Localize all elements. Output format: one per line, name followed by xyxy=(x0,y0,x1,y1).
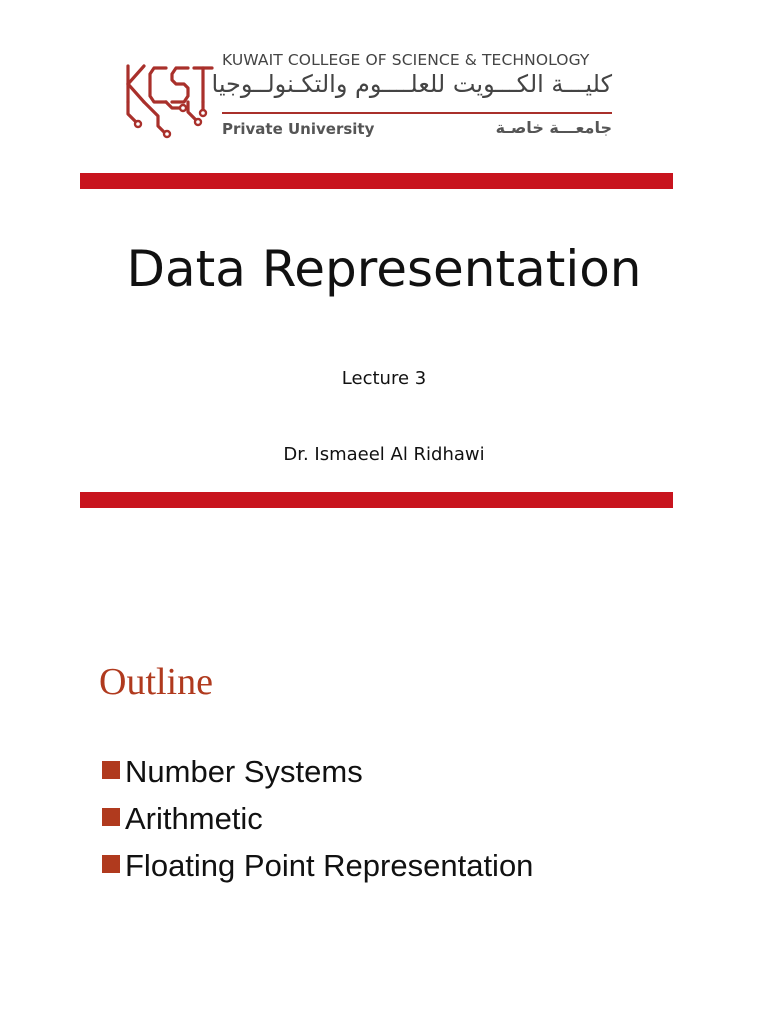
logo-divider xyxy=(222,112,612,114)
square-bullet-icon xyxy=(102,761,120,779)
college-logo xyxy=(118,48,618,148)
slide-title: Data Representation xyxy=(126,240,642,298)
private-university-arabic: جامعـــة خاصـة xyxy=(495,118,612,137)
author-name: Dr. Ismaeel Al Ridhawi xyxy=(283,444,485,465)
list-item xyxy=(102,795,533,842)
bottom-red-bar xyxy=(80,492,673,508)
list-item xyxy=(102,748,533,795)
college-name-english: KUWAIT COLLEGE OF SCIENCE & TECHNOLOGY xyxy=(222,51,590,69)
square-bullet-icon xyxy=(102,855,120,873)
outline-item-label: Arithmetic xyxy=(125,800,263,836)
private-university-english: Private University xyxy=(222,120,375,138)
college-name-arabic: كليـــة الكـــويت للعلــــوم والتكـنولــوجيا xyxy=(211,70,612,98)
outline-item-label: Number Systems xyxy=(125,753,363,789)
square-bullet-icon xyxy=(102,808,120,826)
outline-item-label: Floating Point Representation xyxy=(125,847,534,883)
top-red-bar xyxy=(80,173,673,189)
list-item xyxy=(102,842,533,889)
outline-list xyxy=(102,748,533,889)
outline-heading: Outline xyxy=(99,661,213,703)
kcst-logo-icon xyxy=(122,52,216,142)
lecture-number: Lecture 3 xyxy=(341,368,427,389)
